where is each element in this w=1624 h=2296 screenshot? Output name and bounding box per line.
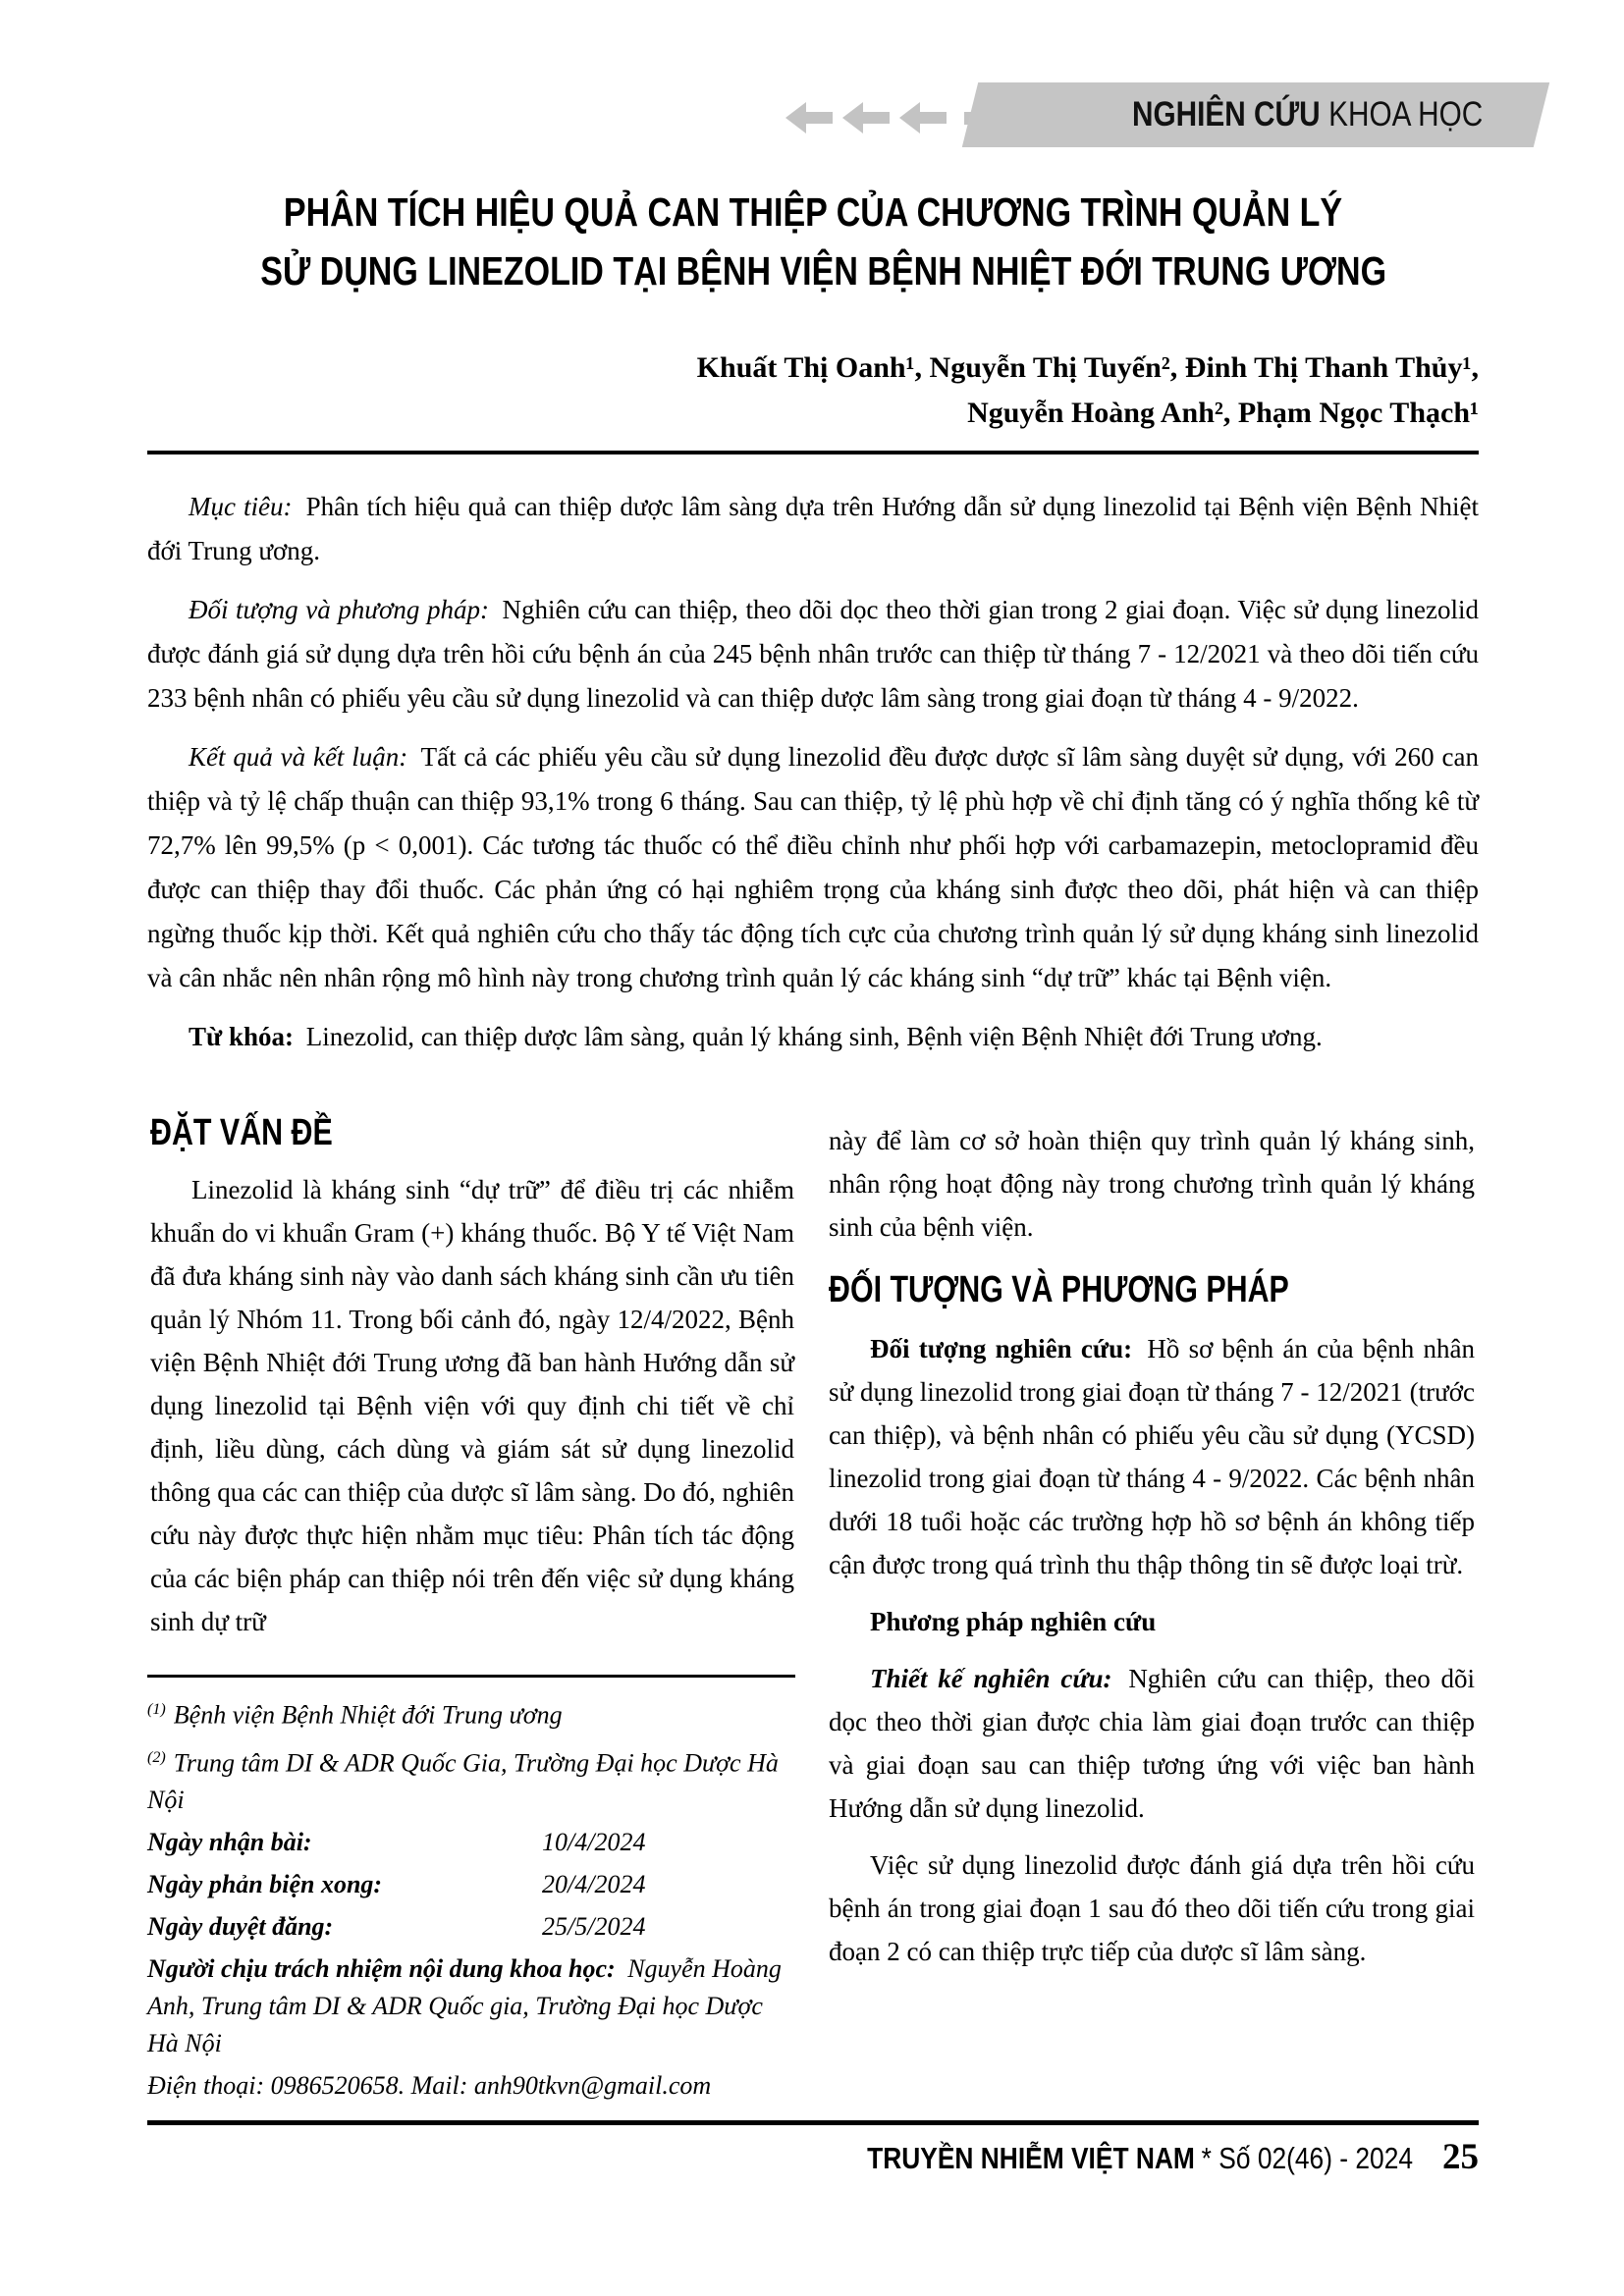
abstract-keywords xyxy=(147,1015,1479,1059)
affiliation-1-text: Bệnh viện Bệnh Nhiệt đới Trung ương xyxy=(173,1700,563,1730)
intro-heading: ĐẶT VẤN ĐỀ xyxy=(150,1112,333,1153)
methods-heading: ĐỐI TƯỢNG VÀ PHƯƠNG PHÁP xyxy=(829,1269,1289,1310)
footer xyxy=(147,2136,1479,2178)
responsible-person-lead: Người chịu trách nhiệm nội dung khoa học: xyxy=(147,1954,616,1984)
evaluation-paragraph: Việc sử dụng linezolid được đánh giá dựa trên hồi cứu bệnh án trong giai đoạn 1 sau đó theo dõi tiến cứu trong giai đoạn 2 có can thiệp trực tiếp của dược sĩ lâm sàng. xyxy=(829,1850,1475,1966)
section-badge-band xyxy=(962,82,1549,147)
header-arrows xyxy=(785,102,990,133)
date-received-value: 10/4/2024 xyxy=(542,1828,646,1857)
left-arrow-shape xyxy=(899,102,947,133)
abstract-results-lead: Kết quả và kết luận: xyxy=(189,742,408,772)
authors-line1: Khuất Thị Oanh¹, Nguyễn Thị Tuyến², Đinh Thị Thanh Thủy¹, xyxy=(696,351,1479,384)
date-received-label: Ngày nhận bài: xyxy=(147,1828,312,1857)
left-arrow-icon xyxy=(842,102,890,133)
abstract-results xyxy=(147,735,1479,1000)
abstract-methods-lead: Đối tượng và phương pháp: xyxy=(189,595,489,624)
section-badge-inner xyxy=(970,82,1542,147)
footnotes-block xyxy=(147,1675,795,2109)
abstract-section xyxy=(147,485,1479,1074)
abstract-keywords-lead: Từ khóa: xyxy=(189,1022,294,1051)
section-badge-bold: NGHIÊN CỨU xyxy=(1131,95,1321,133)
intro-continuation: này để làm cơ sở hoàn thiện quy trình quản lý kháng sinh, nhân rộng hoạt động này trong chương trình quản lý kháng sinh của bệnh viện. xyxy=(829,1126,1475,1242)
abstract-methods xyxy=(147,588,1479,721)
date-accepted-row xyxy=(147,1908,795,1946)
date-accepted-label: Ngày duyệt đăng: xyxy=(147,1912,334,1942)
subjects-paragraph xyxy=(829,1327,1475,1586)
footer-divider xyxy=(147,2120,1479,2125)
authors-block xyxy=(147,346,1479,436)
date-received-row xyxy=(147,1824,795,1861)
subjects-text: Hồ sơ bệnh án của bệnh nhân sử dụng linezolid trong giai đoạn từ tháng 7 - 12/2021 (trước can thiệp), và bệnh nhân có phiếu yêu cầu sử dụng (YCSD) linezolid trong giai đoạn từ tháng 4 - 9/2022. Các bệnh nhân dưới 18 tuổi hoặc các trường hợp hồ sơ bệnh án không tiếp cận được trong quá trình thu thập thông tin sẽ được loại trừ. xyxy=(829,1334,1476,1579)
abstract-objective xyxy=(147,485,1479,573)
affiliation-2-marker: (2) xyxy=(147,1748,166,1766)
journal-issue: * Số 02(46) - 2024 xyxy=(1201,2141,1413,2175)
affiliation-1 xyxy=(147,1691,795,1735)
contact-info: Điện thoại: 0986520658. Mail: anh90tkvn@gmail.com xyxy=(147,2071,712,2101)
affiliation-1-marker: (1) xyxy=(147,1701,166,1718)
responsible-person xyxy=(147,1950,795,2062)
abstract-methods-text: Nghiên cứu can thiệp, theo dõi dọc theo thời gian trong 2 giai đoạn. Việc sử dụng linezolid được đánh giá sử dụng dựa trên hồi cứu bệnh án của 245 bệnh nhân trước can thiệp từ tháng 7 - 12/2021 và theo dõi tiến cứu 233 bệnh nhân có phiếu yêu cầu sử dụng linezolid và can thiệp dược lâm sàng trong giai đoạn từ tháng 4 - 9/2022. xyxy=(147,595,1479,713)
date-reviewed-label: Ngày phản biện xong: xyxy=(147,1870,383,1899)
footer-journal-line xyxy=(867,2141,1413,2176)
article-title-line2: SỬ DỤNG LINEZOLID TẠI BỆNH VIỆN BỆNH NHIỆT ĐỚI TRUNG ƯƠNG xyxy=(260,248,1387,294)
journal-name: TRUYỀN NHIỄM VIỆT NAM xyxy=(867,2141,1195,2175)
intro-paragraph: Linezolid là kháng sinh “dự trữ” để điều trị các nhiễm khuẩn do vi khuẩn Gram (+) kháng thuốc. Bộ Y tế Việt Nam đã đưa kháng sinh này vào danh sách kháng sinh cần ưu tiên quản lý Nhóm 11. Trong bối cảnh đó, ngày 12/4/2022, Bệnh viện Bệnh Nhiệt đới Trung ương đã ban hành Hướng dẫn sử dụng linezolid tại Bệnh viện với quy định chi tiết về chỉ định, liều dùng, cách dùng và giám sát sử dụng linezolid thông qua các can thiệp của dược sĩ lâm sàng. Do đó, nghiên cứu này được thực hiện nhằm mục tiêu: Phân tích tác động của các biện pháp can thiệp nói trên đến việc sử dụng kháng sinh dự trữ xyxy=(150,1175,794,1636)
abstract-results-text: Tất cả các phiếu yêu cầu sử dụng linezolid đều được dược sĩ lâm sàng duyệt sử dụng, với 260 can thiệp và tỷ lệ chấp thuận can thiệp 93,1% trong 6 tháng. Sau can thiệp, tỷ lệ phù hợp về chỉ định tăng có ý nghĩa thống kê từ 72,7% lên 99,5% (p < 0,001). Các tương tác thuốc có thể điều chỉnh như phối hợp với carbamazepin, metoclopramid đều được can thiệp thay đổi thuốc. Các phản ứng có hại nghiêm trọng của kháng sinh được theo dõi, phát hiện và can thiệp ngừng thuốc kịp thời. Kết quả nghiên cứu cho thấy tác động tích cực của chương trình quản lý sử dụng kháng sinh linezolid và cân nhắc nên nhân rộng mô hình này trong chương trình quản lý các kháng sinh “dự trữ” khác tại Bệnh viện. xyxy=(147,742,1479,992)
footnotes-divider xyxy=(147,1675,795,1678)
methods-subheading: Phương pháp nghiên cứu xyxy=(870,1607,1157,1636)
design-lead: Thiết kế nghiên cứu: xyxy=(870,1664,1112,1693)
left-arrow-icon xyxy=(785,102,833,133)
left-arrow-icon xyxy=(899,102,947,133)
left-column xyxy=(150,1109,794,1657)
authors-line2: Nguyễn Hoàng Anh², Phạm Ngọc Thạch¹ xyxy=(967,397,1479,429)
date-reviewed-value: 20/4/2024 xyxy=(542,1870,646,1899)
left-arrow-shape xyxy=(842,102,890,133)
date-reviewed-row xyxy=(147,1866,795,1903)
article-title-line1: PHÂN TÍCH HIỆU QUẢ CAN THIỆP CỦA CHƯƠNG TRÌNH QUẢN LÝ xyxy=(283,189,1343,235)
right-column xyxy=(829,1119,1475,1987)
design-paragraph xyxy=(829,1657,1475,1830)
authors-divider xyxy=(147,451,1479,454)
page-number: 25 xyxy=(1442,2137,1479,2177)
section-badge-regular: KHOA HỌC xyxy=(1327,95,1483,133)
abstract-keywords-text: Linezolid, can thiệp dược lâm sàng, quản lý kháng sinh, Bệnh viện Bệnh Nhiệt đới Trung ương. xyxy=(305,1022,1323,1051)
left-arrow-shape xyxy=(785,102,833,133)
abstract-objective-text: Phân tích hiệu quả can thiệp dược lâm sàng dựa trên Hướng dẫn sử dụng linezolid tại Bệnh viện Bệnh Nhiệt đới Trung ương. xyxy=(147,492,1480,565)
article-title xyxy=(147,183,1479,300)
design-text: Nghiên cứu can thiệp, theo dõi dọc theo thời gian được chia làm giai đoạn trước can thiệp và giai đoạn sau can thiệp tương ứng với việc ban hành Hướng dẫn sử dụng linezolid. xyxy=(829,1664,1476,1823)
section-badge xyxy=(1132,95,1483,134)
subjects-lead: Đối tượng nghiên cứu: xyxy=(870,1334,1133,1363)
affiliation-2 xyxy=(147,1739,795,1820)
date-accepted-value: 25/5/2024 xyxy=(542,1912,646,1942)
responsible-person-text: Nguyễn Hoàng Anh, Trung tâm DI & ADR Quốc gia, Trường Đại học Dược Hà Nội xyxy=(147,1954,782,2058)
abstract-objective-lead: Mục tiêu: xyxy=(189,492,293,521)
affiliation-2-text: Trung tâm DI & ADR Quốc Gia, Trường Đại học Dược Hà Nội xyxy=(147,1748,779,1815)
